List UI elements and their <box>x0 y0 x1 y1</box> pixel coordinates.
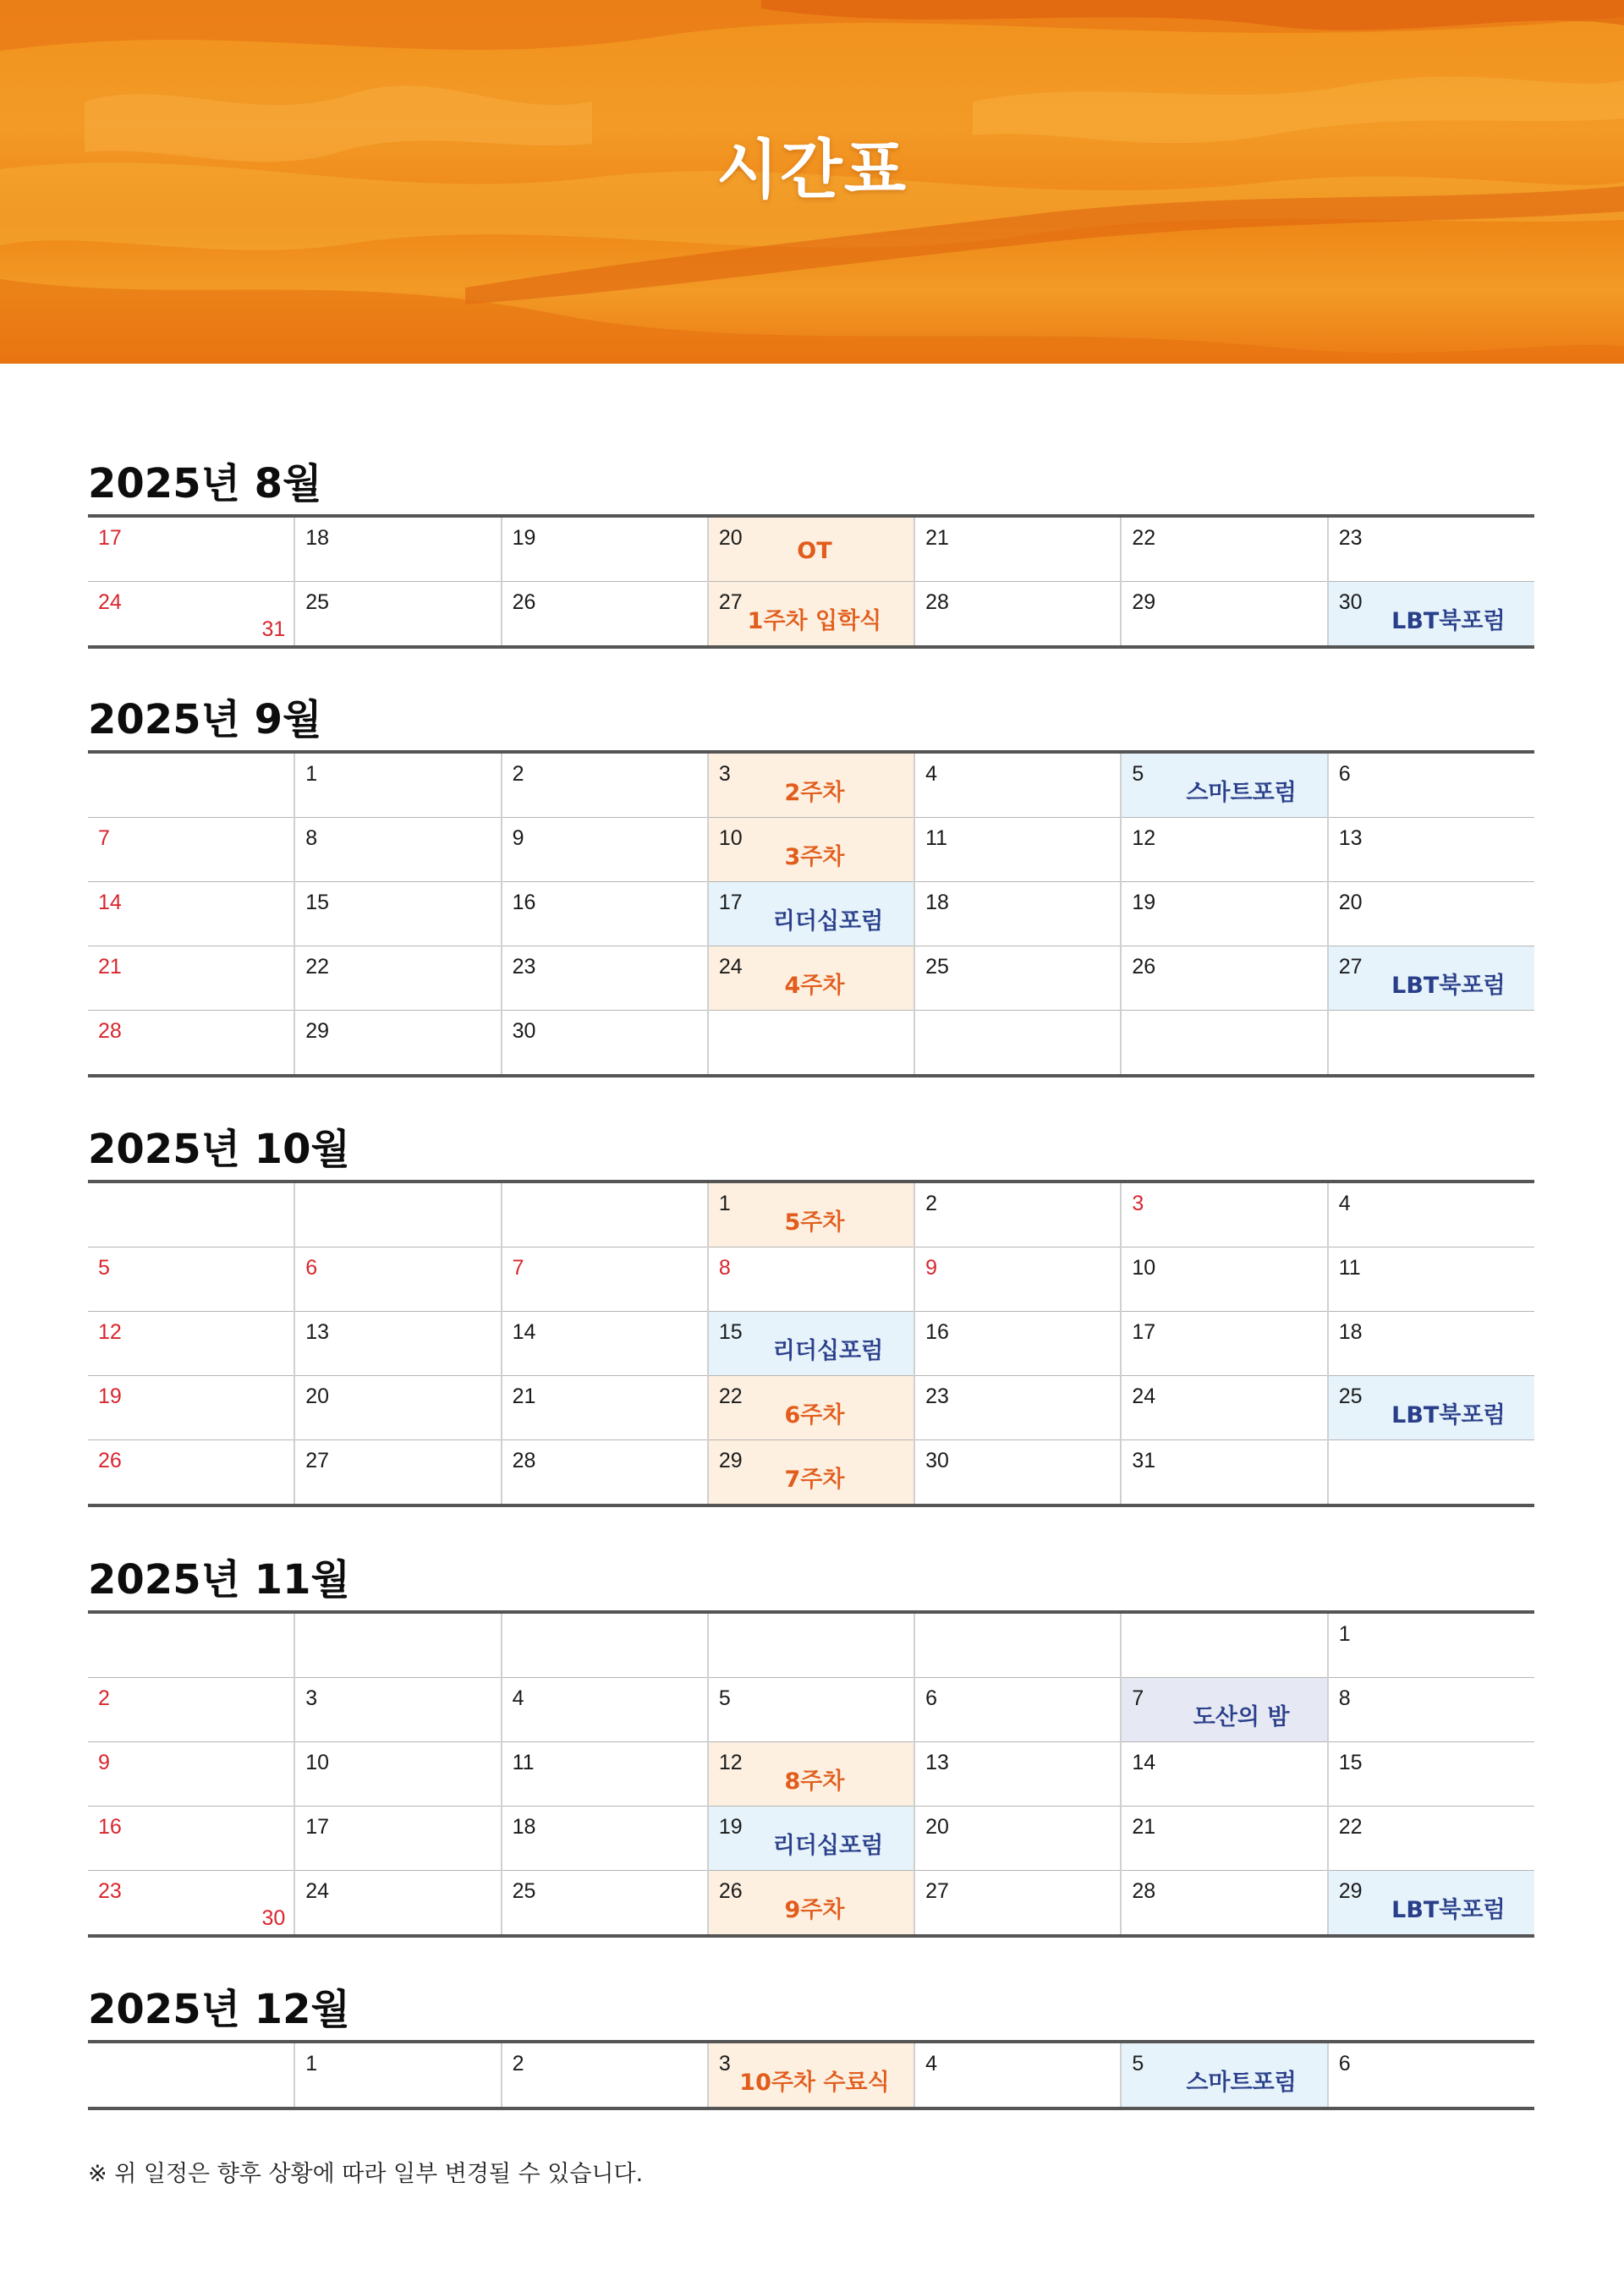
day-number: 4 <box>512 1686 524 1710</box>
day-number: 11 <box>1338 1256 1361 1280</box>
week-row <box>88 1440 1534 1506</box>
day-number: 15 <box>1338 1751 1363 1774</box>
day-number: 28 <box>512 1449 536 1472</box>
day-cell-empty <box>708 1612 914 1678</box>
day-number: 21 <box>1132 1815 1156 1839</box>
day-number: 23 <box>512 955 536 979</box>
day-number: 21 <box>98 955 122 979</box>
day-cell[interactable] <box>502 1678 708 1742</box>
day-cell[interactable] <box>914 582 1121 648</box>
day-cell[interactable] <box>88 1871 294 1937</box>
day-cell[interactable] <box>1328 752 1534 818</box>
day-number: 19 <box>512 526 536 550</box>
day-cell[interactable] <box>294 1807 501 1871</box>
day-number: 14 <box>98 891 122 914</box>
day-cell[interactable] <box>914 516 1121 582</box>
day-number: 18 <box>1338 1320 1363 1344</box>
day-cell[interactable] <box>1121 818 1327 882</box>
day-cell-empty <box>1121 1011 1327 1077</box>
day-number: 21 <box>925 526 949 550</box>
event-label: 8주차 <box>784 1768 845 1795</box>
event-label: 리더십포럼 <box>772 1833 884 1859</box>
day-number: 3 <box>1132 1192 1144 1215</box>
day-cell[interactable] <box>294 1742 501 1807</box>
day-cell[interactable] <box>1121 1440 1327 1506</box>
day-cell[interactable] <box>502 818 708 882</box>
header-banner <box>0 0 1624 364</box>
day-number: 16 <box>925 1320 949 1344</box>
day-cell[interactable] <box>294 1440 501 1506</box>
day-cell-forum[interactable] <box>1328 582 1534 648</box>
day-number: 6 <box>1338 2052 1351 2075</box>
day-number: 10 <box>1132 1256 1156 1280</box>
day-cell[interactable] <box>294 1678 501 1742</box>
day-number: 1 <box>1338 1622 1351 1646</box>
day-number: 20 <box>305 1385 330 1408</box>
day-cell-education[interactable] <box>708 1742 914 1807</box>
day-number: 13 <box>305 1320 330 1344</box>
day-cell[interactable] <box>914 946 1121 1011</box>
day-number: 22 <box>305 955 330 979</box>
month-november <box>88 1549 1534 1938</box>
day-number: 2 <box>512 762 524 786</box>
day-cell[interactable] <box>1328 1807 1534 1871</box>
day-cell-empty <box>88 1182 294 1247</box>
day-cell[interactable] <box>1328 516 1534 582</box>
day-number: 29 <box>718 1449 743 1472</box>
event-label: 리더십포럼 <box>772 1338 884 1364</box>
day-cell-empty <box>294 1182 501 1247</box>
day-number: 25 <box>1338 1385 1363 1408</box>
day-cell[interactable] <box>502 1742 708 1807</box>
day-number: 28 <box>98 1019 122 1043</box>
day-cell[interactable] <box>1328 882 1534 946</box>
calendar-grid <box>88 750 1534 1077</box>
day-cell[interactable] <box>502 582 708 648</box>
day-cell[interactable] <box>1121 1807 1327 1871</box>
day-number: 6 <box>305 1256 318 1280</box>
day-cell-education[interactable] <box>708 1440 914 1506</box>
day-number: 9 <box>925 1256 938 1280</box>
day-cell[interactable] <box>1121 1742 1327 1807</box>
day-number: 8 <box>718 1256 731 1280</box>
day-number: 7 <box>98 826 110 850</box>
day-number: 25 <box>512 1879 536 1903</box>
day-number: 11 <box>512 1751 535 1774</box>
day-cell[interactable] <box>708 1678 914 1742</box>
day-cell[interactable] <box>502 752 708 818</box>
day-number: 19 <box>98 1385 122 1408</box>
day-number: 3 <box>718 762 731 786</box>
day-cell[interactable] <box>1121 1182 1327 1247</box>
month-september <box>88 689 1534 1077</box>
day-cell[interactable] <box>1328 1247 1534 1312</box>
day-number: 17 <box>1132 1320 1156 1344</box>
day-number: 12 <box>1132 826 1156 850</box>
day-cell-education[interactable] <box>708 582 914 648</box>
day-cell-empty <box>502 1182 708 1247</box>
day-cell[interactable] <box>502 946 708 1011</box>
day-cell[interactable] <box>88 1807 294 1871</box>
day-cell[interactable] <box>294 516 501 582</box>
week-row <box>88 582 1534 648</box>
day-number: 19 <box>1132 891 1156 914</box>
day-cell[interactable] <box>708 1247 914 1312</box>
day-number-secondary: 31 <box>261 617 286 641</box>
month-december <box>88 1979 1534 2110</box>
day-number: 15 <box>718 1320 743 1344</box>
day-cell[interactable] <box>914 1807 1121 1871</box>
day-cell[interactable] <box>914 1182 1121 1247</box>
day-cell[interactable] <box>914 1871 1121 1937</box>
day-number: 27 <box>305 1449 330 1472</box>
week-row <box>88 1011 1534 1077</box>
day-number: 10 <box>305 1751 330 1774</box>
day-cell[interactable] <box>914 1376 1121 1440</box>
calendar-grid <box>88 1180 1534 1507</box>
day-number: 18 <box>925 891 949 914</box>
day-number: 27 <box>718 590 743 614</box>
day-number: 25 <box>925 955 949 979</box>
day-number: 7 <box>512 1256 524 1280</box>
day-cell-empty <box>1328 1011 1534 1077</box>
day-number: 12 <box>718 1751 743 1774</box>
day-cell[interactable] <box>88 1440 294 1506</box>
day-cell-empty <box>294 1612 501 1678</box>
day-cell[interactable] <box>88 1312 294 1376</box>
day-cell[interactable] <box>502 1312 708 1376</box>
day-cell[interactable] <box>914 1247 1121 1312</box>
day-number: 29 <box>1338 1879 1363 1903</box>
day-number: 22 <box>1132 526 1156 550</box>
day-number: 29 <box>305 1019 330 1043</box>
day-number: 4 <box>925 762 938 786</box>
day-cell-empty <box>1121 1612 1327 1678</box>
day-number: 6 <box>925 1686 938 1710</box>
day-number: 24 <box>305 1879 330 1903</box>
day-cell[interactable] <box>294 582 501 648</box>
day-number: 5 <box>1132 2052 1144 2075</box>
day-number: 26 <box>1132 955 1156 979</box>
month-title: 2025년 11월 <box>88 1556 350 1604</box>
week-row <box>88 1678 1534 1742</box>
day-cell[interactable] <box>88 1742 294 1807</box>
day-number: 3 <box>718 2052 731 2075</box>
day-cell[interactable] <box>1121 946 1327 1011</box>
day-cell[interactable] <box>88 1376 294 1440</box>
event-label: LBT북포럼 <box>1391 973 1506 999</box>
day-cell[interactable] <box>294 1376 501 1440</box>
day-number: 25 <box>305 590 330 614</box>
day-cell-education[interactable] <box>708 1182 914 1247</box>
day-number: 1 <box>718 1192 731 1215</box>
day-cell[interactable] <box>1328 1678 1534 1742</box>
day-number: 2 <box>98 1686 110 1710</box>
day-number: 17 <box>718 891 743 914</box>
month-title: 2025년 12월 <box>88 1986 350 2033</box>
day-cell-forum[interactable] <box>1328 946 1534 1011</box>
day-cell-forum[interactable] <box>708 1312 914 1376</box>
event-label: 7주차 <box>784 1467 845 1493</box>
day-cell[interactable] <box>1328 1612 1534 1678</box>
day-cell[interactable] <box>914 1678 1121 1742</box>
month-title: 2025년 8월 <box>88 460 322 507</box>
day-number: 1 <box>305 2052 318 2075</box>
day-cell[interactable] <box>88 946 294 1011</box>
day-number: 12 <box>98 1320 122 1344</box>
day-cell-education[interactable] <box>708 1376 914 1440</box>
day-number: 20 <box>925 1815 949 1839</box>
day-number: 7 <box>1132 1686 1144 1710</box>
event-label: LBT북포럼 <box>1391 1897 1506 1923</box>
day-cell[interactable] <box>294 882 501 946</box>
day-cell-forum[interactable] <box>708 882 914 946</box>
day-number: 20 <box>1338 891 1363 914</box>
day-number: 9 <box>98 1751 110 1774</box>
week-row <box>88 1376 1534 1440</box>
event-label: OT <box>797 538 832 564</box>
day-cell[interactable] <box>1328 1742 1534 1807</box>
day-number: 22 <box>718 1385 743 1408</box>
day-cell-education[interactable] <box>708 752 914 818</box>
event-label: 스마트포럼 <box>1186 780 1297 806</box>
page-title: 시간표 <box>716 132 908 207</box>
day-cell[interactable] <box>1328 1312 1534 1376</box>
calendar-grid <box>88 2040 1534 2110</box>
day-number: 9 <box>512 826 524 850</box>
day-number: 19 <box>718 1815 743 1839</box>
day-number: 22 <box>1338 1815 1363 1839</box>
day-number: 27 <box>925 1879 949 1903</box>
day-cell[interactable] <box>294 946 501 1011</box>
day-number: 20 <box>718 526 743 550</box>
week-row <box>88 516 1534 582</box>
month-title: 2025년 9월 <box>88 696 322 743</box>
week-row <box>88 882 1534 946</box>
event-label: LBT북포럼 <box>1391 608 1506 634</box>
month-title: 2025년 10월 <box>88 1126 350 1173</box>
day-number: 23 <box>98 1879 122 1903</box>
day-cell-forum[interactable] <box>1121 752 1327 818</box>
event-label: 1주차 입학식 <box>747 608 882 634</box>
day-cell[interactable] <box>502 2042 708 2108</box>
day-number: 1 <box>305 762 318 786</box>
day-cell[interactable] <box>914 1742 1121 1807</box>
day-cell-education[interactable] <box>708 946 914 1011</box>
day-cell[interactable] <box>1121 882 1327 946</box>
day-number: 8 <box>1338 1686 1351 1710</box>
day-number: 30 <box>925 1449 949 1472</box>
day-number: 16 <box>512 891 536 914</box>
day-cell[interactable] <box>914 752 1121 818</box>
event-label: 리더십포럼 <box>772 908 884 935</box>
week-row <box>88 1807 1534 1871</box>
day-number: 26 <box>718 1879 743 1903</box>
day-cell[interactable] <box>502 1011 708 1077</box>
day-number: 23 <box>1338 526 1363 550</box>
day-number: 15 <box>305 891 330 914</box>
day-cell[interactable] <box>1121 1312 1327 1376</box>
day-cell-night-event[interactable] <box>1121 1678 1327 1742</box>
week-row <box>88 1742 1534 1807</box>
day-cell[interactable] <box>294 1011 501 1077</box>
day-cell[interactable] <box>914 818 1121 882</box>
day-cell-forum[interactable] <box>708 1807 914 1871</box>
day-number: 27 <box>1338 955 1363 979</box>
day-number: 14 <box>512 1320 536 1344</box>
day-cell-education[interactable] <box>708 516 914 582</box>
week-row <box>88 2042 1534 2108</box>
day-cell-forum[interactable] <box>1328 1871 1534 1937</box>
event-label: 4주차 <box>784 973 845 999</box>
day-number: 13 <box>925 1751 949 1774</box>
day-cell[interactable] <box>502 1440 708 1506</box>
day-cell[interactable] <box>1328 1182 1534 1247</box>
week-row <box>88 1612 1534 1678</box>
day-number: 5 <box>718 1686 731 1710</box>
day-cell[interactable] <box>1121 1247 1327 1312</box>
day-cell[interactable] <box>294 1312 501 1376</box>
day-cell[interactable] <box>502 1871 708 1937</box>
day-number: 11 <box>925 826 948 850</box>
footnote: ※ 위 일정은 향후 상황에 따라 일부 변경될 수 있습니다. <box>88 2161 644 2187</box>
day-cell-empty <box>708 1011 914 1077</box>
event-label: 스마트포럼 <box>1186 2070 1297 2096</box>
day-cell-education[interactable] <box>708 1871 914 1937</box>
month-october <box>88 1119 1534 1507</box>
event-label: 6주차 <box>784 1402 845 1428</box>
event-label: 5주차 <box>784 1209 845 1236</box>
day-cell[interactable] <box>914 2042 1121 2108</box>
day-number: 4 <box>1338 1192 1351 1215</box>
day-cell-forum[interactable] <box>1121 2042 1327 2108</box>
day-number: 6 <box>1338 762 1351 786</box>
day-cell[interactable] <box>502 882 708 946</box>
day-cell-empty <box>1328 1440 1534 1506</box>
week-row <box>88 752 1534 818</box>
day-number: 31 <box>1132 1449 1156 1472</box>
event-label: 3주차 <box>784 844 845 870</box>
day-cell[interactable] <box>294 818 501 882</box>
day-cell-empty <box>502 1612 708 1678</box>
day-cell[interactable] <box>1121 1871 1327 1937</box>
day-number: 2 <box>512 2052 524 2075</box>
day-cell[interactable] <box>1328 2042 1534 2108</box>
day-number: 5 <box>98 1256 110 1280</box>
event-label: 10주차 수료식 <box>739 2070 890 2096</box>
day-number: 28 <box>1132 1879 1156 1903</box>
day-cell-education[interactable] <box>708 2042 914 2108</box>
day-number: 26 <box>512 590 536 614</box>
day-cell[interactable] <box>502 1376 708 1440</box>
calendar-grid <box>88 514 1534 649</box>
day-number: 24 <box>1132 1385 1156 1408</box>
day-cell-empty <box>88 2042 294 2108</box>
day-number: 16 <box>98 1815 122 1839</box>
day-cell[interactable] <box>88 818 294 882</box>
day-number-secondary: 30 <box>261 1906 286 1930</box>
day-cell-forum[interactable] <box>1328 1376 1534 1440</box>
day-number: 18 <box>512 1815 536 1839</box>
day-cell-empty <box>914 1612 1121 1678</box>
day-cell[interactable] <box>1328 818 1534 882</box>
day-cell[interactable] <box>294 1871 501 1937</box>
day-number: 18 <box>305 526 330 550</box>
day-number: 8 <box>305 826 318 850</box>
day-cell[interactable] <box>294 752 501 818</box>
day-cell[interactable] <box>1121 516 1327 582</box>
day-number: 14 <box>1132 1751 1156 1774</box>
day-cell[interactable] <box>294 1247 501 1312</box>
day-cell[interactable] <box>88 882 294 946</box>
event-label: 2주차 <box>784 780 845 806</box>
day-cell[interactable] <box>502 1807 708 1871</box>
day-number: 26 <box>98 1449 122 1472</box>
week-row <box>88 818 1534 882</box>
day-number: 23 <box>925 1385 949 1408</box>
day-cell[interactable] <box>502 516 708 582</box>
day-number: 30 <box>1338 590 1363 614</box>
week-row <box>88 1312 1534 1376</box>
day-number: 29 <box>1132 590 1156 614</box>
week-row <box>88 1871 1534 1937</box>
week-row <box>88 1247 1534 1312</box>
day-cell[interactable] <box>88 582 294 648</box>
day-number: 17 <box>305 1815 330 1839</box>
day-cell[interactable] <box>1121 1376 1327 1440</box>
day-cell <box>88 752 294 818</box>
day-number: 13 <box>1338 826 1363 850</box>
day-cell[interactable] <box>294 2042 501 2108</box>
day-cell[interactable] <box>88 1011 294 1077</box>
day-number: 30 <box>512 1019 536 1043</box>
day-cell-empty <box>914 1011 1121 1077</box>
day-cell[interactable] <box>502 1247 708 1312</box>
day-number: 24 <box>98 590 122 614</box>
day-cell[interactable] <box>1121 582 1327 648</box>
day-number: 4 <box>925 2052 938 2075</box>
event-label: 9주차 <box>784 1897 845 1923</box>
event-label: 도산의 밤 <box>1193 1704 1290 1730</box>
day-cell[interactable] <box>914 1312 1121 1376</box>
day-cell[interactable] <box>88 1247 294 1312</box>
day-cell[interactable] <box>914 882 1121 946</box>
day-number: 21 <box>512 1385 536 1408</box>
calendar-grid <box>88 1610 1534 1938</box>
day-number: 24 <box>718 955 743 979</box>
day-number: 28 <box>925 590 949 614</box>
event-label: LBT북포럼 <box>1391 1402 1506 1428</box>
day-cell[interactable] <box>88 1678 294 1742</box>
day-number: 17 <box>98 526 122 550</box>
day-cell[interactable] <box>914 1440 1121 1506</box>
day-cell[interactable] <box>88 516 294 582</box>
month-august <box>88 453 1534 649</box>
week-row <box>88 1182 1534 1247</box>
day-cell-empty <box>88 1612 294 1678</box>
day-cell-education[interactable] <box>708 818 914 882</box>
day-number: 3 <box>305 1686 318 1710</box>
day-number: 2 <box>925 1192 938 1215</box>
day-number: 10 <box>718 826 743 850</box>
day-number: 5 <box>1132 762 1144 786</box>
week-row <box>88 946 1534 1011</box>
